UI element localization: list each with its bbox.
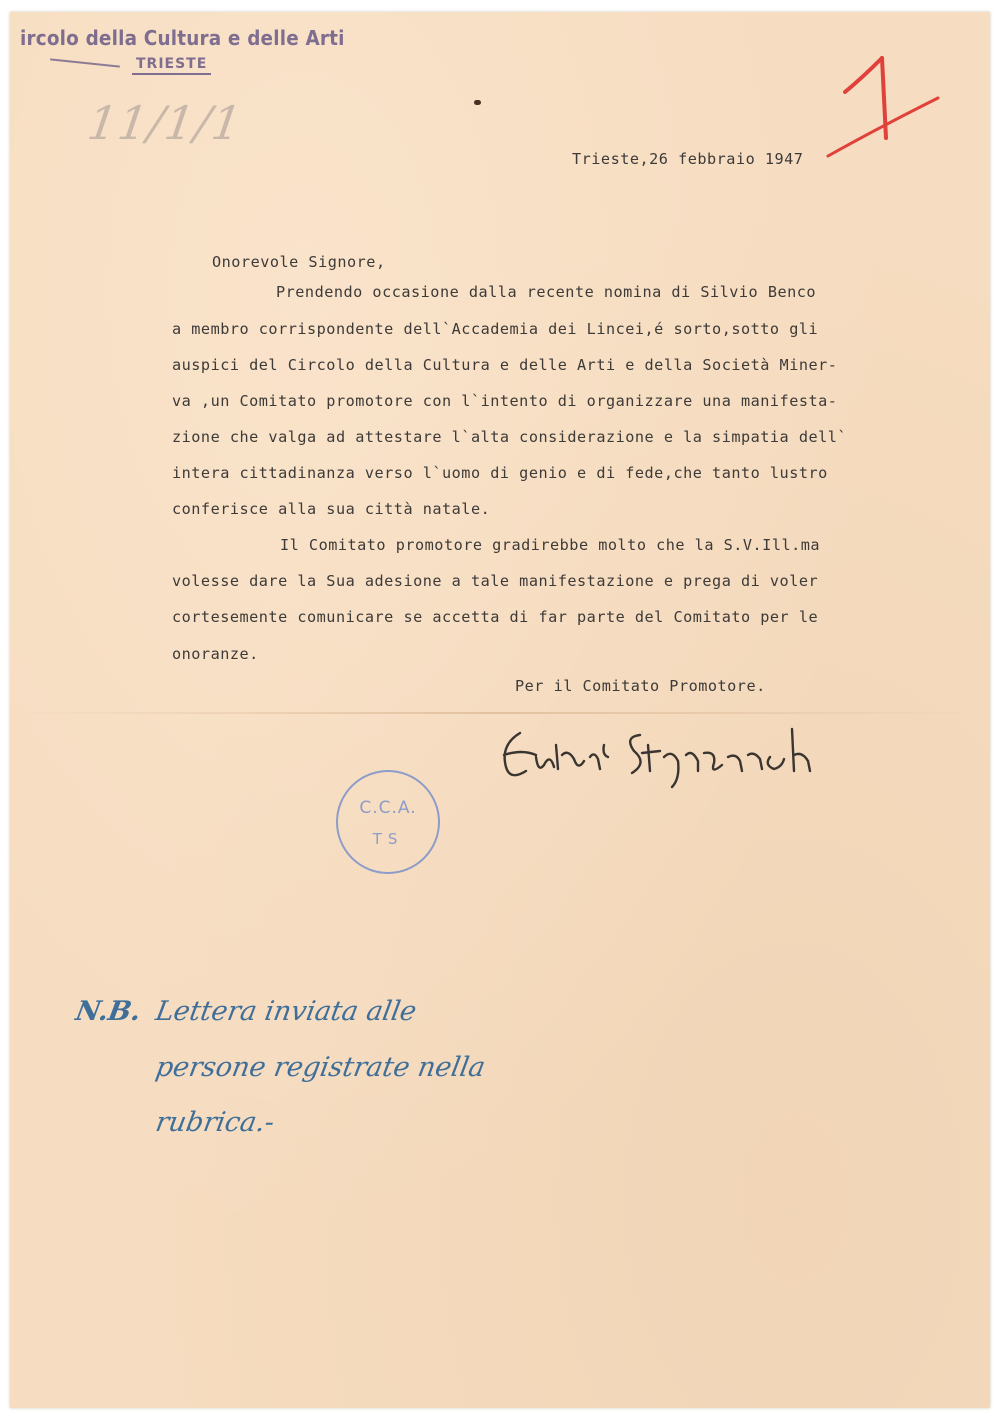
- archive-round-stamp: [336, 770, 440, 874]
- letterhead-stamp: [20, 26, 373, 72]
- letterhead-name: ircolo della Cultura e delle Arti: [20, 26, 345, 50]
- letter-sheet: [10, 12, 990, 1408]
- handwritten-note-line: rubrica.-: [153, 1107, 277, 1138]
- body-line: conferisce alla sua città natale.: [172, 500, 491, 518]
- handwritten-note-line: persone registrate nella: [153, 1052, 488, 1083]
- body-line: volesse dare la Sua adesione a tale manifestazione e prega di voler: [172, 572, 819, 590]
- date-line: Trieste,26 febbraio 1947: [572, 150, 804, 168]
- handwritten-signature: [492, 715, 872, 795]
- letterhead-city: TRIESTE: [132, 56, 211, 75]
- body-line: auspici del Circolo della Cultura e delle Arti e della Società Miner-: [172, 356, 838, 374]
- body-line: intera cittadinanza verso l`uomo di genio e di fede,che tanto lustro: [172, 464, 828, 482]
- closing-line: Per il Comitato Promotore.: [515, 677, 766, 695]
- body-line: onoranze.: [172, 645, 259, 663]
- body-line: va ,un Comitato promotore con l`intento di organizzare una manifesta-: [172, 392, 838, 410]
- handwritten-note-line: Lettera inviata alle: [153, 996, 419, 1027]
- ink-spot: [474, 100, 481, 105]
- body-line: zione che valga ad attestare l`alta considerazione e la simpatia dell`: [172, 428, 848, 446]
- red-pencil-number-mark: [800, 40, 950, 170]
- handwritten-note-label: N.B.: [73, 996, 144, 1027]
- body-line: cortesemente comunicare se accetta di far parte del Comitato per le: [172, 608, 819, 626]
- salutation: Onorevole Signore,: [212, 253, 386, 271]
- archive-reference-mark: 11/1/1: [84, 96, 246, 150]
- red-mark-text: 1: [800, 40, 801, 41]
- body-line: a membro corrispondente dell`Accademia dei Lincei,é sorto,sotto gli: [172, 320, 819, 338]
- stamp-text-top: C.C.A.: [359, 798, 417, 818]
- stamp-text-bottom: TS: [372, 830, 404, 848]
- paper-fold: [10, 712, 990, 714]
- body-line: Il Comitato promotore gradirebbe molto che la S.V.Ill.ma: [280, 536, 821, 554]
- body-line: Prendendo occasione dalla recente nomina di Silvio Benco: [276, 283, 817, 301]
